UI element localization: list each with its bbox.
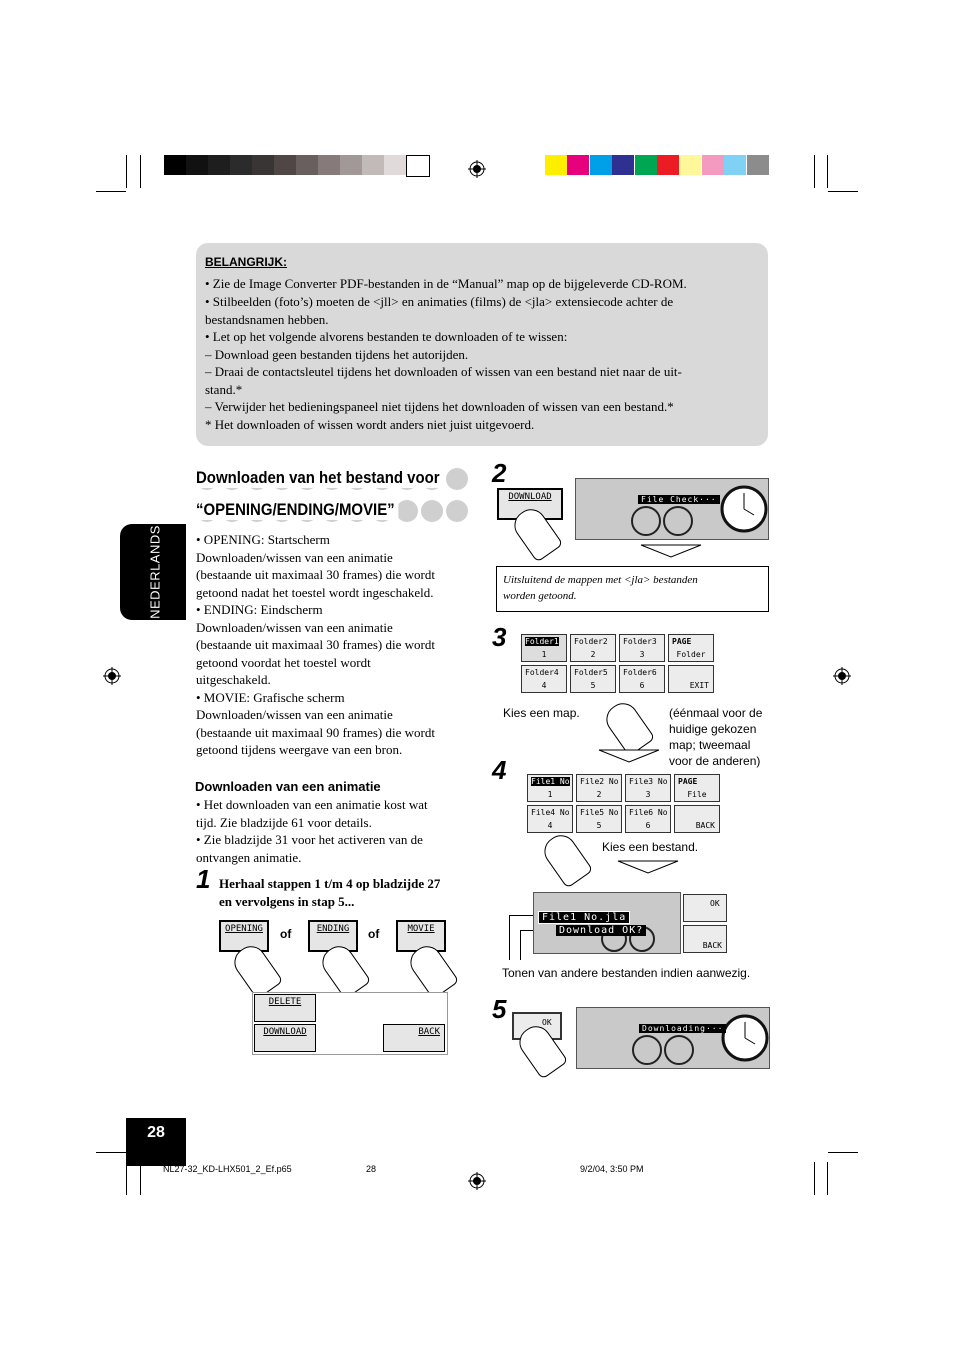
folder-button[interactable]: Folder6 6 [619,665,665,693]
color-swatch [724,155,746,175]
ok-button[interactable]: OK [683,894,727,922]
movie-button[interactable]: MOVIE [396,920,446,952]
important-line: * Het downloaden of wissen wordt anders niet juist uitgevoerd. [205,417,535,432]
caption: huidige gekozen [669,722,757,736]
mode-line: (bestaande uit maximaal 30 frames) die wordt [196,567,435,582]
note-text: Uitsluitend de mappen met <jla> bestanden [503,574,698,586]
back-button[interactable]: BACK [683,925,727,953]
footer-date: 9/2/04, 3:50 PM [580,1164,644,1174]
important-line: • Zie de Image Converter PDF-bestanden in de “Manual” map op de bijgeleverde CD-ROM. [205,276,687,291]
mode-line: Downloaden/wissen van een animatie [196,619,393,635]
gray-swatch [186,155,208,175]
screen-status: Downloading··· [639,1024,726,1033]
page-folder-button[interactable]: PAGE Folder [668,634,714,662]
back-button[interactable]: BACK [383,1024,445,1052]
file-button[interactable]: File5 No 5 [576,805,622,833]
color-swatch [545,155,567,175]
caption: voor de anderen) [669,754,761,768]
file-button[interactable]: File1 No 1 [527,774,573,802]
page-number: 28 [126,1118,186,1166]
mode-line: getoond tijdens weergave van een bron. [196,742,403,757]
ending-button[interactable]: ENDING [308,920,358,952]
note-text: worden getoond. [503,590,577,602]
important-line: • Stilbeelden (foto’s) moeten de <jll> en animaties (films) de <jla> extensiecode achter de [205,294,674,309]
gray-swatch [164,155,186,175]
important-line: • Let op het volgende alvorens bestanden te downloaden of te wissen: [205,329,568,344]
folder-button[interactable]: Folder3 3 [619,634,665,662]
hand-pointer-icon [539,829,594,888]
step-number: 3 [492,622,507,652]
important-line: – Draai de contactsleutel tijdens het downloaden of wissen van een bestand niet naar de uit- [205,364,682,379]
file-button[interactable]: File2 No 2 [576,774,622,802]
important-line: – Download geen bestanden tijdens het autorijden. [205,347,469,362]
mode-line: • OPENING: Startscherm [196,532,330,547]
mode-line: (bestaande uit maximaal 30 frames) die wordt [196,637,435,652]
gray-swatch [406,155,430,177]
mode-line: uitgeschakeld. [196,672,271,687]
glasses-image [577,1008,770,1069]
color-swatch [747,155,769,175]
note-box [496,566,769,612]
download-button[interactable]: DOWNLOAD [254,1024,316,1052]
file-button[interactable]: File3 No 3 [625,774,671,802]
note-line: ontvangen animatie. [196,849,302,865]
color-swatch [679,155,701,175]
opening-button[interactable]: OPENING [219,920,269,952]
registration-mark-icon [468,160,486,178]
gray-swatch [340,155,362,175]
section-title: Downloaden van het bestand voor [196,468,443,488]
mode-line: • MOVIE: Grafische scherm [196,689,345,705]
important-heading: BELANGRIJK: [205,255,288,269]
arrow-down-icon [598,749,660,768]
file-button[interactable]: File4 No 4 [527,805,573,833]
step1-text: Herhaal stappen 1 t/m 4 op bladzijde 27 [219,876,441,891]
caption: map; tweemaal [669,738,751,752]
caption: Tonen van andere bestanden indien aanwezig. [502,966,751,980]
folder-button[interactable]: Folder1 1 [521,634,567,662]
color-swatch [590,155,612,175]
mode-line: Downloaden/wissen van een animatie [196,549,393,565]
language-tab-label: NEDERLANDS [147,525,163,619]
ok-button[interactable]: OK [512,1012,562,1040]
folder-button[interactable]: Folder5 5 [570,665,616,693]
screen-status: File Check··· [638,495,720,504]
registration-mark-icon [468,1172,486,1190]
important-line: bestandsnamen hebben. [205,312,329,327]
step-number: 1 [196,864,211,894]
footer-page: 28 [366,1164,377,1174]
mode-line: (bestaande uit maximaal 90 frames) die wordt [196,724,435,740]
download-button[interactable]: DOWNLOAD [497,488,563,520]
mode-line: getoond voordat het toestel wordt [196,654,371,670]
selected-file: File1 No.jla [538,911,630,924]
color-swatch [702,155,724,175]
caption: Kies een map. [503,706,580,720]
important-line: – Verwijder het bedieningspaneel niet tijdens het downloaden of wissen van een bestand.* [205,399,674,414]
folder-button[interactable]: Folder4 4 [521,665,567,693]
display-screen [576,1007,770,1069]
display-screen [533,892,681,954]
step-number: 4 [492,755,507,785]
color-swatch [657,155,679,175]
gray-swatch [384,155,406,175]
file-button[interactable]: File6 No 6 [625,805,671,833]
exit-button[interactable]: EXIT [668,665,714,693]
footer-file: NL27-32_KD-LHX501_2_Ef.p65 [163,1164,292,1174]
or-label: of [368,927,380,941]
delete-download-menu [252,992,448,1055]
gray-swatch [208,155,230,175]
mode-line: • ENDING: Eindscherm [196,602,323,617]
note-line: tijd. Zie bladzijde 61 voor details. [196,814,372,830]
arrow-down-icon [617,860,679,879]
note-line: • Het downloaden van een animatie kost wat [196,797,428,812]
or-label: of [280,927,292,941]
delete-button[interactable]: DELETE [254,994,316,1022]
section-title: “OPENING/ENDING/MOVIE” [196,500,398,520]
gray-swatch [230,155,252,175]
note-line: • Zie bladzijde 31 voor het activeren van de [196,832,423,847]
language-tab [120,524,186,620]
important-notice [196,243,768,446]
mode-line: Downloaden/wissen van een animatie [196,707,393,722]
gray-swatch [318,155,340,175]
color-swatch [612,155,634,175]
page-file-button[interactable]: PAGE File [674,774,720,802]
folder-button[interactable]: Folder2 2 [570,634,616,662]
confirm-prompt: Download OK? [556,925,646,936]
step1-text: en vervolgens in stap 5... [219,894,355,909]
back-button[interactable]: BACK [674,805,720,833]
important-line: stand.* [205,382,243,397]
registration-mark-icon [103,667,121,685]
color-swatch [635,155,657,175]
gray-swatch [296,155,318,175]
mode-line: getoond nadat het toestel wordt ingeschakeld. [196,584,434,600]
registration-mark-icon [833,667,851,685]
caption: Kies een bestand. [602,840,699,854]
color-swatch [567,155,589,175]
gray-swatch [252,155,274,175]
arrow-down-icon [640,544,702,556]
hand-pointer-icon [601,697,656,756]
caption: (éénmaal voor de [669,706,763,720]
gray-swatch [362,155,384,175]
step-number: 5 [492,994,507,1024]
glasses-image [576,479,769,540]
gray-swatch [274,155,296,175]
step-number: 2 [492,458,507,488]
subheading: Downloaden van een animatie [195,779,381,794]
display-screen [575,478,769,540]
